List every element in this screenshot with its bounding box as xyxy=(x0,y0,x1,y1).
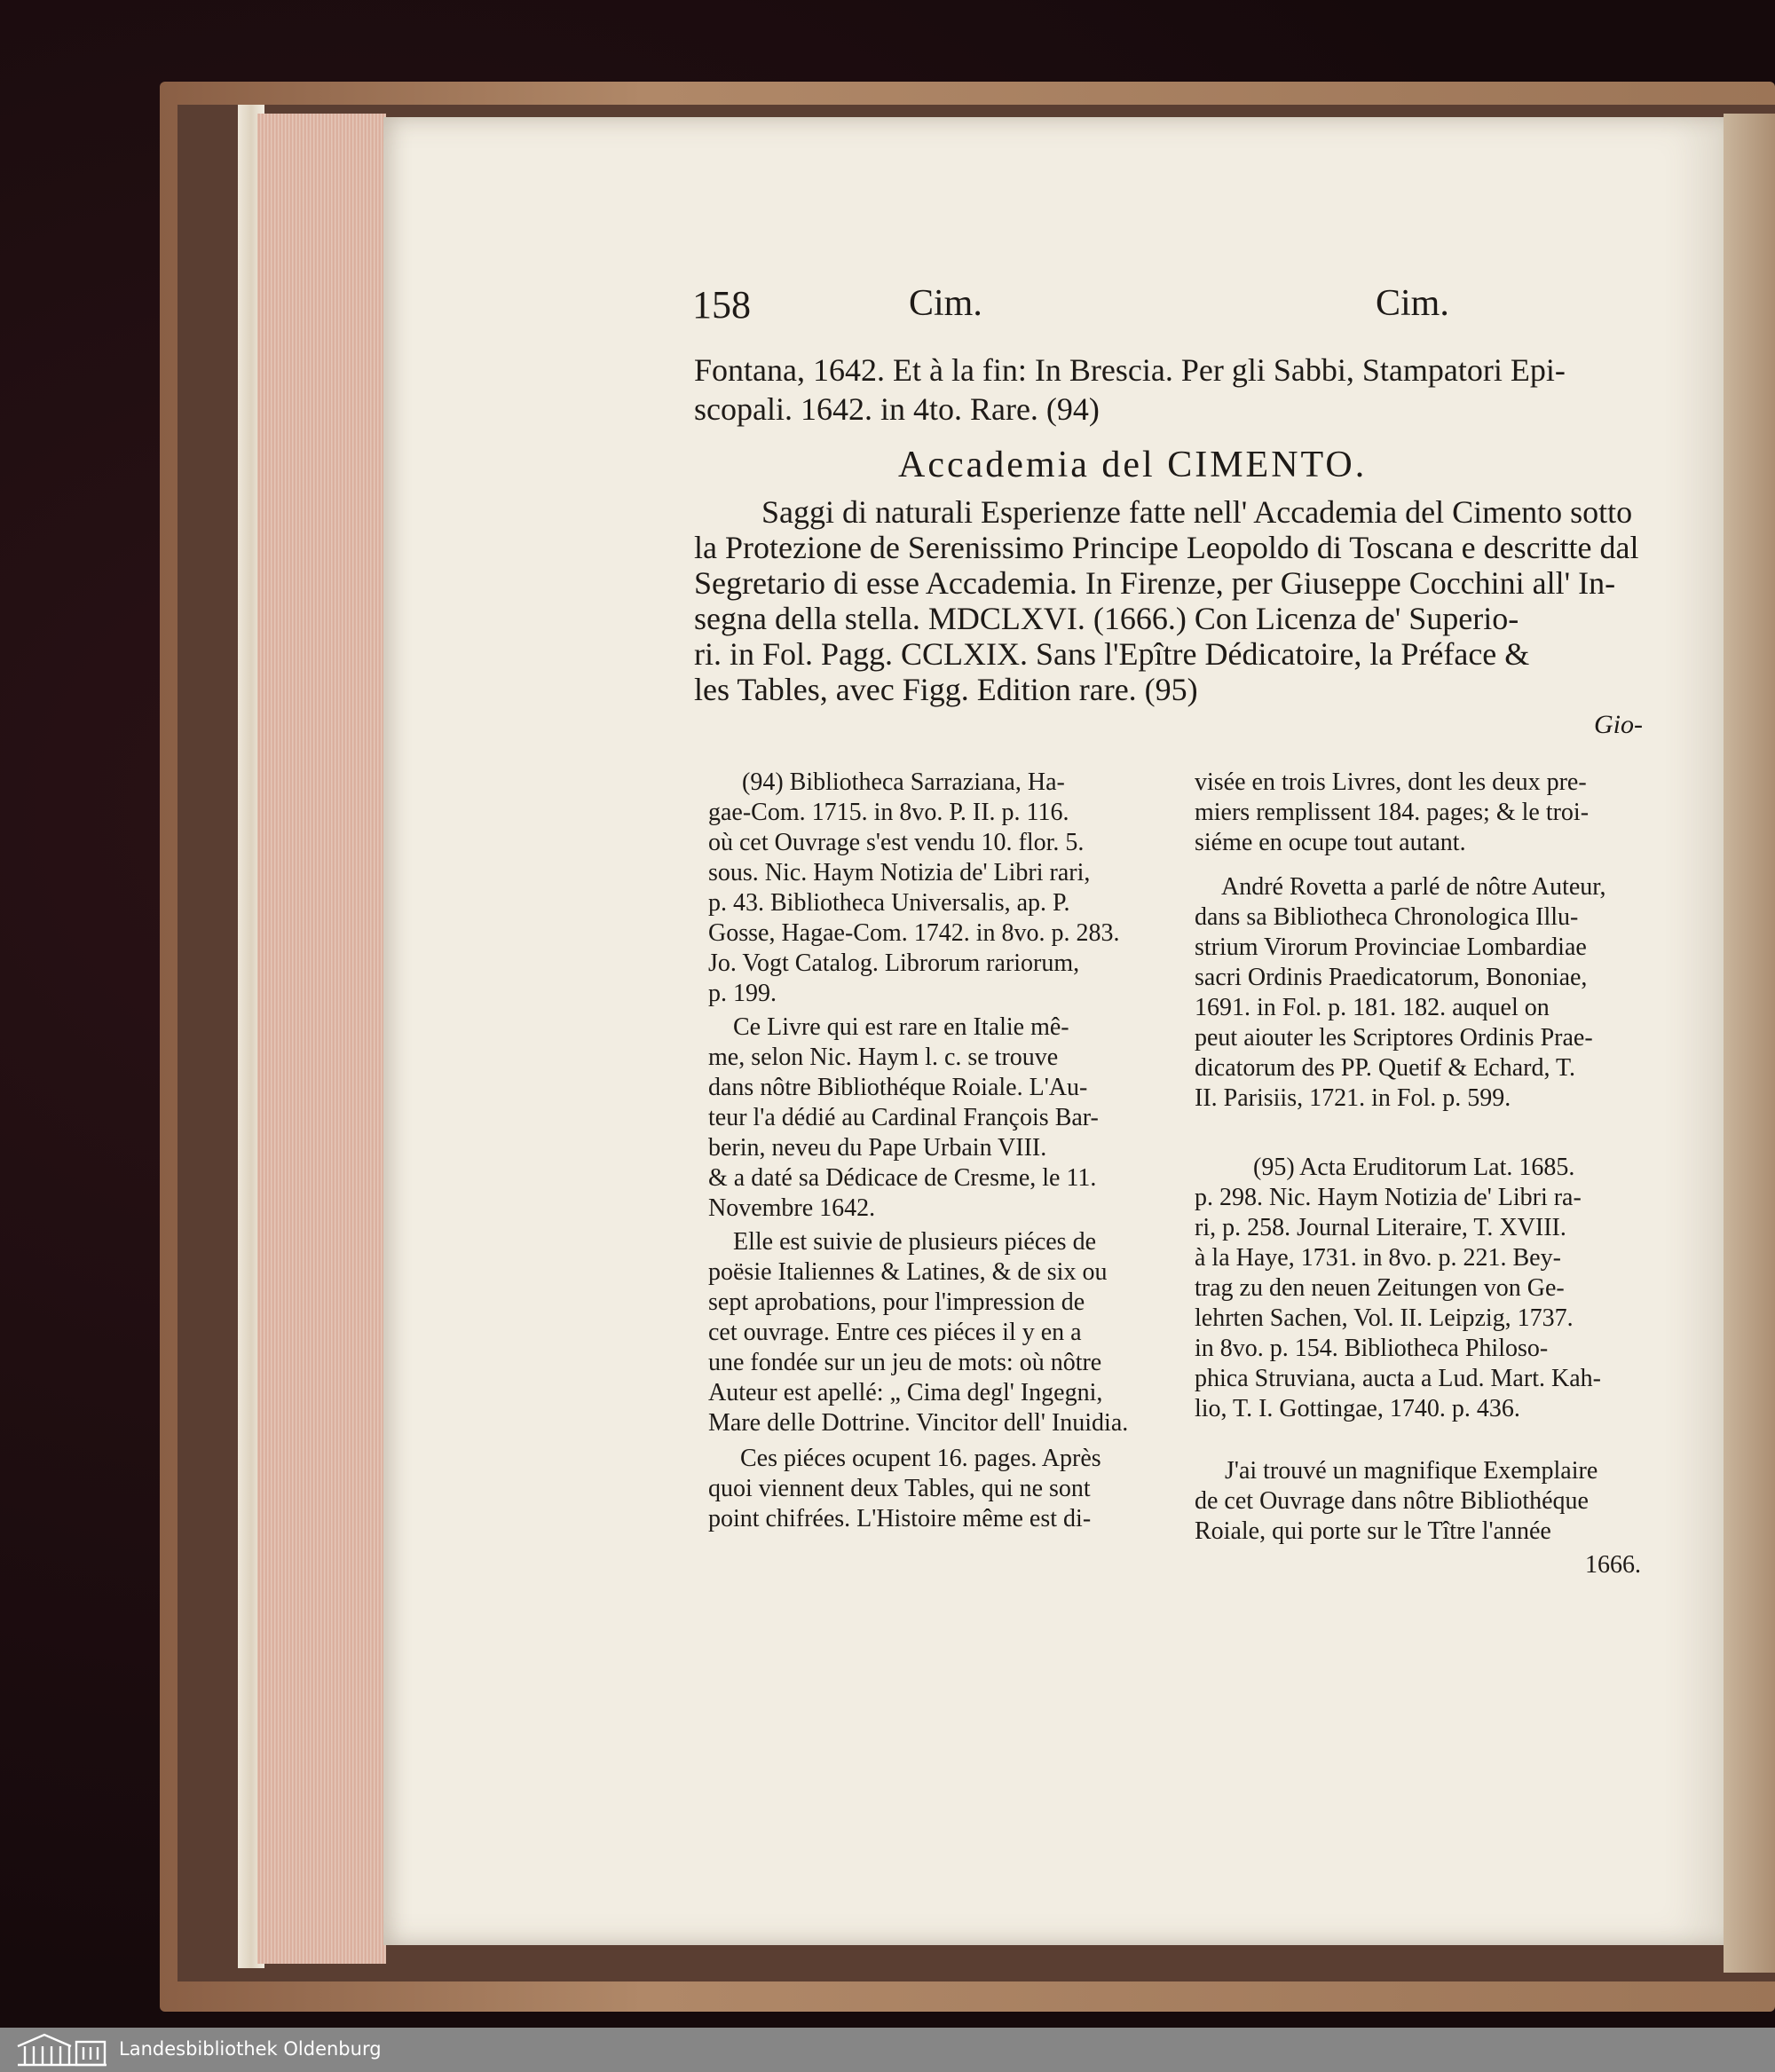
note-line: p. 298. Nic. Haym Notizia de' Libri ra- xyxy=(1195,1184,1582,1211)
entry-line: Saggi di naturali Esperienze fatte nell' Accademia del Cimento sotto xyxy=(761,494,1633,530)
note-line: gae-Com. 1715. in 8vo. P. II. p. 116. xyxy=(708,799,1069,826)
library-building-icon xyxy=(14,2031,110,2068)
note-line: p. 43. Bibliotheca Universalis, ap. P. xyxy=(708,889,1070,917)
note-line: (95) Acta Eruditorum Lat. 1685. xyxy=(1253,1154,1575,1181)
note-line: dans sa Bibliotheca Chronologica Illu- xyxy=(1195,903,1579,931)
note-line: lehrten Sachen, Vol. II. Leipzig, 1737. xyxy=(1195,1304,1574,1332)
note-line: à la Haye, 1731. in 8vo. p. 221. Bey- xyxy=(1195,1244,1561,1272)
note-line: Novembre 1642. xyxy=(708,1194,876,1222)
entry-line: la Protezione de Serenissimo Principe Leopoldo di Toscana e descritte dal xyxy=(694,530,1639,565)
right-cover-edge xyxy=(1724,114,1775,1973)
note-line: in 8vo. p. 154. Bibliotheca Philoso- xyxy=(1195,1335,1549,1362)
note-line: berin, neveu du Pape Urbain VIII. xyxy=(708,1134,1047,1162)
note-line: Ce Livre qui est rare en Italie mê- xyxy=(733,1013,1069,1041)
note-line: de cet Ouvrage dans nôtre Bibliothéque xyxy=(1195,1487,1589,1515)
library-name: Landesbibliothek Oldenburg xyxy=(119,2038,382,2060)
note-line: dicatorum des PP. Quetif & Echard, T. xyxy=(1195,1054,1575,1082)
note-line: & a daté sa Dédicace de Cresme, le 11. xyxy=(708,1164,1097,1192)
note-line: strium Virorum Provinciae Lombardiae xyxy=(1195,934,1587,961)
section-heading: Accademia del CIMENTO. xyxy=(898,445,1368,485)
note-line: me, selon Nic. Haym l. c. se trouve xyxy=(708,1044,1059,1071)
note-line: phica Struviana, aucta a Lud. Mart. Kah- xyxy=(1195,1365,1601,1392)
catchword: Gio- xyxy=(1594,710,1643,739)
note-line: point chifrées. L'Histoire même est di- xyxy=(708,1505,1092,1532)
note-line: peut aiouter les Scriptores Ordinis Prae- xyxy=(1195,1024,1593,1052)
note-line: II. Parisiis, 1721. in Fol. p. 599. xyxy=(1195,1084,1511,1112)
page-stack xyxy=(257,114,386,1964)
note-line: quoi viennent deux Tables, qui ne sont xyxy=(708,1475,1091,1502)
footer-bar xyxy=(0,2028,1775,2072)
note-line: visée en trois Livres, dont les deux pre- xyxy=(1195,768,1587,796)
note-line: sous. Nic. Haym Notizia de' Libri rari, xyxy=(708,859,1091,886)
running-head-right: Cim. xyxy=(1376,283,1449,324)
note-line: Mare delle Dottrine. Vincitor dell' Inuidia. xyxy=(708,1409,1129,1437)
note-line: 1691. in Fol. p. 181. 182. auquel on xyxy=(1195,994,1550,1021)
note-line: Auteur est apellé: „ Cima degl' Ingegni, xyxy=(708,1379,1103,1406)
note-line: 1666. xyxy=(1585,1551,1641,1579)
continuation-line: Fontana, 1642. Et à la fin: In Brescia. Per gli Sabbi, Stampatori Epi- xyxy=(694,352,1566,388)
note-line: ri, p. 258. Journal Literaire, T. XVIII. xyxy=(1195,1214,1566,1241)
note-line: André Rovetta a parlé de nôtre Auteur, xyxy=(1221,873,1606,901)
note-line: (94) Bibliotheca Sarraziana, Ha- xyxy=(742,768,1065,796)
note-line: Gosse, Hagae-Com. 1742. in 8vo. p. 283. xyxy=(708,919,1120,947)
note-line: J'ai trouvé un magnifique Exemplaire xyxy=(1225,1457,1598,1485)
note-line: sept aprobations, pour l'impression de xyxy=(708,1288,1085,1316)
note-line: cet ouvrage. Entre ces piéces il y en a xyxy=(708,1319,1082,1346)
note-line: miers remplissent 184. pages; & le troi- xyxy=(1195,799,1590,826)
note-line: siéme en ocupe tout autant. xyxy=(1195,829,1466,856)
note-line: une fondée sur un jeu de mots: où nôtre xyxy=(708,1349,1102,1376)
continuation-line: scopali. 1642. in 4to. Rare. (94) xyxy=(694,391,1100,427)
page-number: 158 xyxy=(692,283,751,327)
entry-line: Segretario di esse Accademia. In Firenze, per Giuseppe Cocchini all' In- xyxy=(694,565,1616,601)
note-line: dans nôtre Bibliothéque Roiale. L'Au- xyxy=(708,1074,1088,1101)
note-line: sacri Ordinis Praedicatorum, Bononiae, xyxy=(1195,964,1588,991)
note-line: où cet Ouvrage s'est vendu 10. flor. 5. xyxy=(708,829,1085,856)
note-line: trag zu den neuen Zeitungen von Ge- xyxy=(1195,1274,1565,1302)
note-line: teur l'a dédié au Cardinal François Bar- xyxy=(708,1104,1099,1131)
note-line: p. 199. xyxy=(708,980,777,1007)
entry-line: les Tables, avec Figg. Edition rare. (95) xyxy=(694,672,1198,707)
entry-line: ri. in Fol. Pagg. CCLXIX. Sans l'Epître Dédicatoire, la Préface & xyxy=(694,636,1530,672)
running-head-left: Cim. xyxy=(909,283,982,324)
note-line: Elle est suivie de plusieurs piéces de xyxy=(733,1228,1096,1256)
note-line: Roiale, qui porte sur le Tître l'année xyxy=(1195,1517,1551,1545)
entry-line: segna della stella. MDCLXVI. (1666.) Con Licenza de' Superio- xyxy=(694,601,1519,636)
note-line: Ces piéces ocupent 16. pages. Après xyxy=(740,1445,1101,1472)
note-line: poësie Italiennes & Latines, & de six ou xyxy=(708,1258,1108,1286)
note-line: Jo. Vogt Catalog. Librorum rariorum, xyxy=(708,949,1080,977)
note-line: lio, T. I. Gottingae, 1740. p. 436. xyxy=(1195,1395,1520,1422)
